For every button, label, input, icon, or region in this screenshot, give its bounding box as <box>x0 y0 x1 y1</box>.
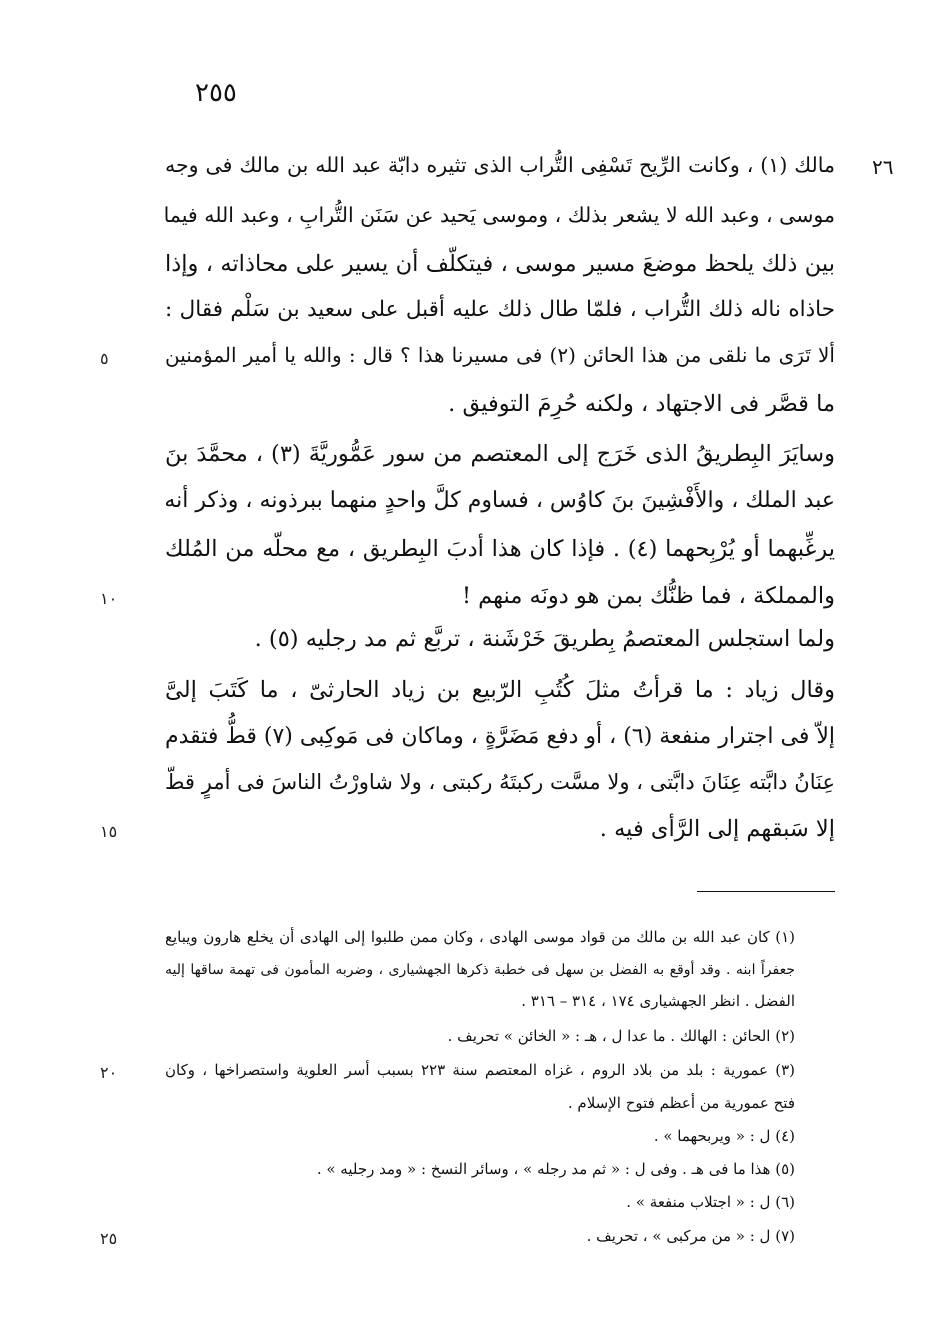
margin-line-number: ٢٠ <box>100 1063 118 1082</box>
entry-number: ٢٦ <box>872 155 894 179</box>
footnote-separator <box>697 891 835 892</box>
footnote-line: (٧) ل : « من مركبى » ، تحريف . <box>586 1227 795 1245</box>
body-line: وقال زياد : ما قرأتُ مثلَ كُتُبِ الرّبيع بن زياد الحارثىّ ، ما كَتَبَ إلىَّ <box>165 677 835 703</box>
footnote-line: جعفراً ابنه . وقد أوقع به الفضل بن سهل فى خطبة ذكرها الجهشيارى ، وضربه المأمون فى تهمة ساقها إليه <box>165 962 795 978</box>
body-line: يرغِّبهما أو يُرْبِحهما (٤) . فإذا كان هذا أدبَ البِطريق ، مع محلّه من المُلك <box>165 536 835 562</box>
footnote-line: فتح عمورية من أعظم فتوح الإسلام . <box>567 1094 795 1112</box>
margin-line-number: ٥ <box>100 349 109 368</box>
body-line: ولما استجلس المعتصمُ بِطريقَ خَرْشَنة ، تربَّع ثم مد رجليه (٥) . <box>254 626 835 652</box>
body-line: وسايَرَ البِطريقُ الذى خَرَج إلى المعتصم من سور عَمُّوريَّةَ (٣) ، محمَّدَ بنَ <box>165 441 835 467</box>
footnote-line: (٣) عمورية : بلد من بلاد الروم ، غزاه المعتصم سنة ٢٢٣ بسبب أسر العلوية واستصراخها ، وكان <box>165 1061 795 1079</box>
body-line: عِنَانُ دابَّته عِنَانَ دابَّتى ، ولا مسَّت ركبتَهُ ركبتى ، ولا شاورْتُ الناسَ فى أمرٍ قطّ <box>165 770 835 794</box>
footnote-line: (٢) الحائن : الهالك . ما عدا ل ، هـ : « الخائن » تحريف . <box>447 1027 795 1045</box>
page-number: ٢٥٥ <box>195 78 237 108</box>
body-line: مالك (١) ، وكانت الرِّيح تَسْفِى التُّراب الذى تثيره دابّة عبد الله بن مالك فى وجه <box>165 153 835 177</box>
footnote-line: الفضل . انظر الجهشيارى ١٧٤ ، ٣١٤ – ٣١٦ . <box>521 992 795 1010</box>
footnote-line: (٤) ل : « ويربحهما » . <box>653 1127 795 1145</box>
margin-line-number: ١٠ <box>100 589 118 608</box>
body-line: إلا سَبقهم إلى الرَّأى فيه . <box>599 816 835 842</box>
footnote-line: (٦) ل : « اجتلاب منفعة » . <box>626 1193 795 1211</box>
body-line: ما قصَّر فى الاجتهاد ، ولكنه حُرِمَ التوفيق . <box>448 391 835 417</box>
body-line: إلاّ فى اجترار منفعة (٦) ، أو دفع مَضَرَّةٍ ، وماكان فى مَوكِبى (٧) قطُّ فتقدم <box>165 724 835 749</box>
footnote-line: (٥) هذا ما فى هـ . وفى ل : « ثم مد رجله » ، وسائر النسخ : « ومد رجليه » . <box>316 1160 795 1178</box>
margin-line-number: ٢٥ <box>100 1229 118 1248</box>
body-line: والمملكة ، فما ظنُّك بمن هو دونَه منهم ! <box>461 583 835 609</box>
body-line: بين ذلك يلحظ موضعَ مسير موسى ، فيتكلّف أن يسير على محاذاته ، وإذا <box>165 251 835 277</box>
body-line: ألا تَرَى ما نلقى من هذا الحائن (٢) فى مسيرنا هذا ؟ قال : والله يا أمير المؤمنين <box>165 343 835 367</box>
footnote-line: (١) كان عبد الله بن مالك من قواد موسى الهادى ، وكان ممن طلبوا إلى الهادى أن يخلع هارون ويبايع <box>165 928 795 946</box>
body-line: حاذاه ناله ذلك التُّراب ، فلمّا طال ذلك عليه أقبل على سعيد بن سَلْم فقال : <box>165 297 835 322</box>
margin-line-number: ١٥ <box>100 822 118 841</box>
body-line: عبد الملك ، والأَفْشِينَ بنَ كاوُس ، فساوم كلَّ واحدٍ منهما ببرذونه ، وذكر أنه <box>164 488 835 513</box>
body-line: موسى ، وعبد الله لا يشعر بذلك ، وموسى يَحيد عن سَنَن التُّرابِ ، وعبد الله فيما <box>163 203 835 227</box>
